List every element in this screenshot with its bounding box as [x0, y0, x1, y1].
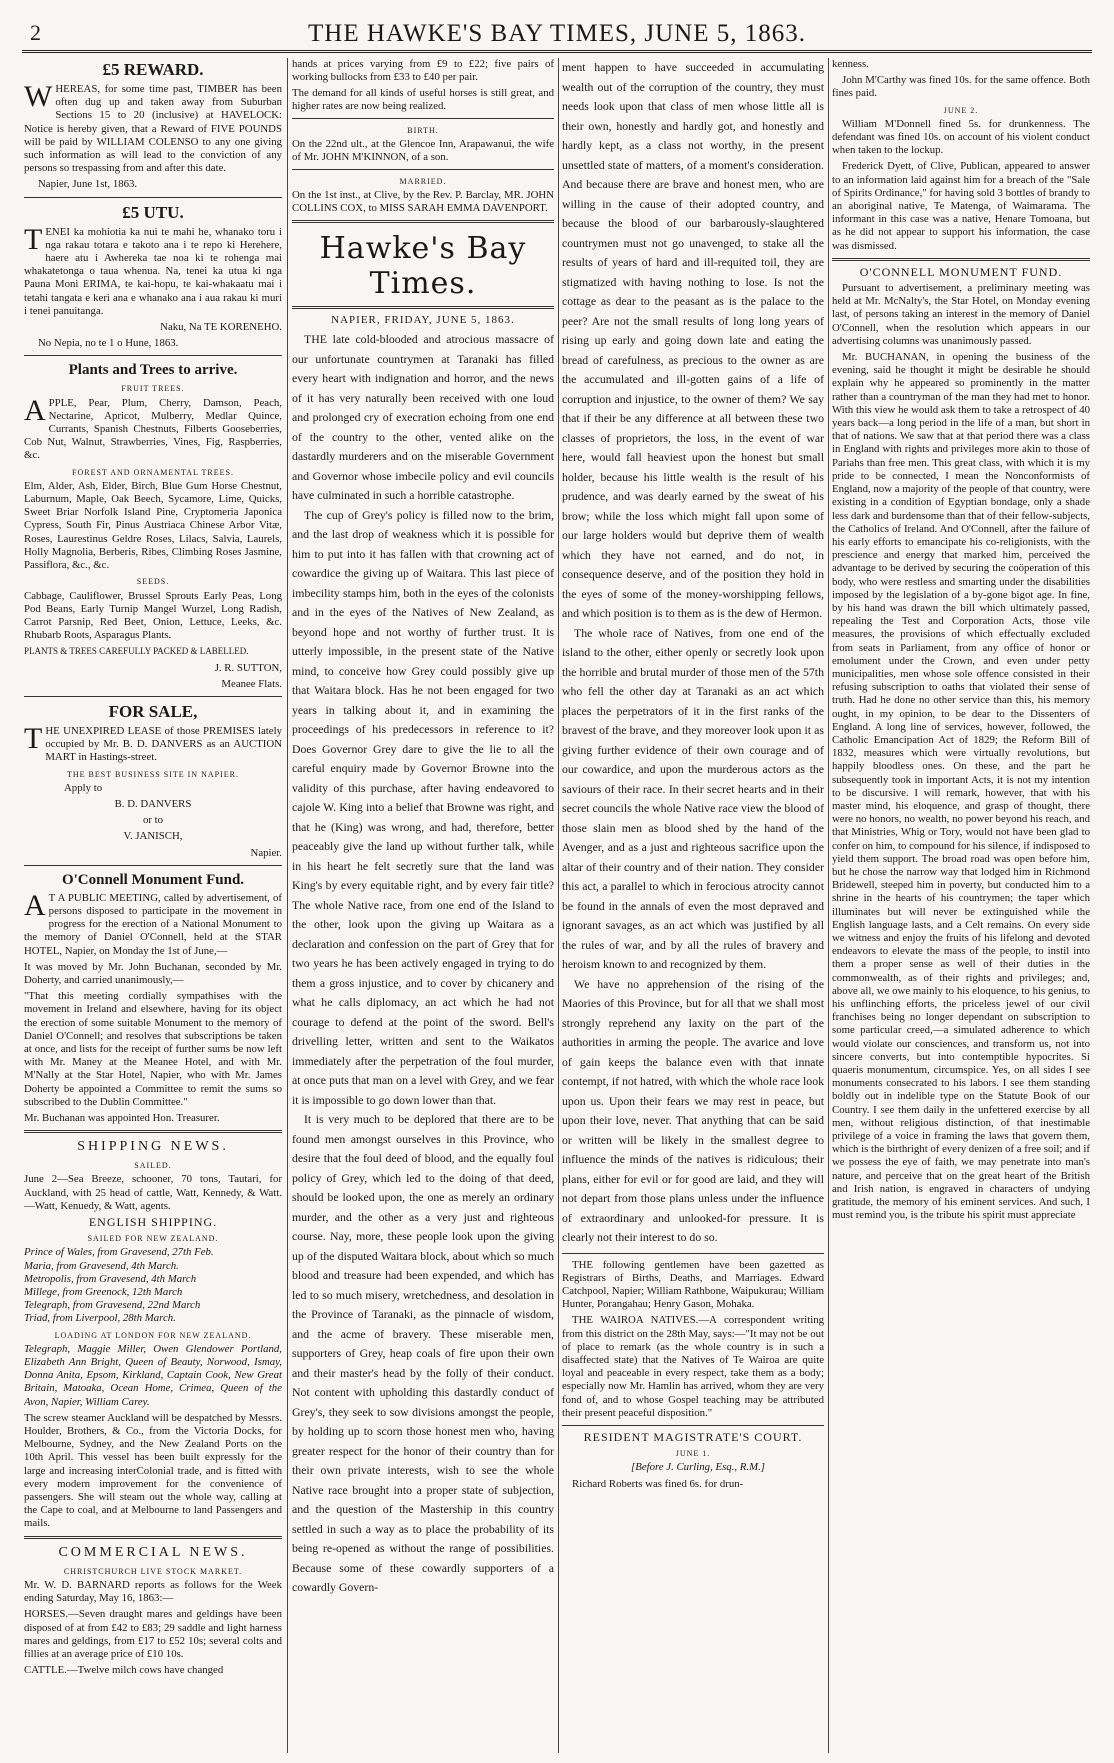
wairoa-natives-notice: THE WAIROA NATIVES.—A correspondent writing from this district on the 28th May, says:—"It may not be out of place to remark (as the whole country is in such a disaffected state) that the Natives of Te Wairoa are quite loyal and peaceable in every respect, take them as a body; especially now Mr. Hamlin has arrived, whom they are very fond of, and to whose Gospel teaching may be attributed their present peaceful disposition."	[562, 1314, 824, 1419]
live-stock-heading: CHRISTCHURCH LIVE STOCK MARKET.	[63, 1566, 243, 1576]
loading-list: Telegraph, Maggie Miller, Owen Glendower Portland, Elizabeth Ann Bright, Queen of Beauty, Norwood, Ismay, Donna Anita, Epsom, Kirkland, Captain Cook, New Great Britain, Matoaka, Ocean Home, Crimea, Queen of the Avon, Napier, William Carey.	[24, 1342, 282, 1408]
registrars-notice: THE following gentlemen have been gazetted as Registrars of Births, Deaths, and Marriages. Edward Catchpool, Napier; William Rathbone, Waipukurau; William Hunter, Porangahau; Henry Gason, Mohaka.	[562, 1258, 824, 1311]
newspaper-masthead-title: THE HAWKE'S BAY TIMES, JUNE 5, 1863.	[308, 20, 806, 47]
divider	[832, 258, 1090, 261]
married-heading: MARRIED.	[399, 177, 447, 186]
drop-cap: T	[24, 721, 43, 755]
english-shipping-heading: ENGLISH SHIPPING.	[88, 1215, 218, 1230]
commercial-horses: HORSES.—Seven draught mares and geldings have been disposed of at from £42 to £83; 29 saddle and light harness mares and geldings, from £17 to £52 10s; several colts and fillies at an average price of £10 10s.	[24, 1608, 282, 1660]
newspaper-title: Hawke's Bay Times.	[319, 231, 527, 301]
sailed-for-nz-heading: SAILED FOR NEW ZEALAND.	[87, 1234, 219, 1244]
column-rule	[558, 58, 559, 1753]
forest-trees-heading: FOREST AND ORNAMENTAL TREES.	[72, 467, 234, 477]
oconnell-ad-treasurer: Mr. Buchanan was appointed Hon. Treasurer.	[24, 1112, 220, 1124]
oconnell-ad-motion: It was moved by Mr. John Buchanan, seconded by Mr. Doherty, and carried unanimously,—	[24, 960, 282, 986]
column-rule	[828, 58, 829, 1753]
divider	[562, 1425, 824, 1426]
oconnell-report-paragraph: Mr. BUCHANAN, in opening the business of the evening, said he thought it might be desirable he should explain why he appeared so prominently in the matter rather than a countryman of the man they had met to honor. With this view he would ask them to take a retrospect of 40 years back—a long period in the life of a man, but short in that of nations. We saw that at that period there was a class in England with rights and privileges more akin to those of Pariahs than free men. This great class, with which it is my pride to be connected, I mean the Nonconformists of England, now a majority of the people of that country, were existing in a condition of Egyptian bondage, only a shade less dark and burdensome than that of their fellow-subjects, the Catholics of Ireland. And O'Connell, after the failure of his early efforts to emancipate his co-religionists, with the prescience and energy that marked him, perceived the advantage to be derived by securing the coöperation of this body, who were restless and smarting under the disabilities imposed by the legislation of a by-gone bigot age. In fine, by his hand was drawn the bill which ultimately passed, repealing the Test and Corporation Acts, those vile measures, the provisions of which effectually excluded from seats in Parliament, from any office of honor or emolument under the Crown, and even under petty municipalities, men whose sole offence consisted in their refusing subscription to oaths that violated their sense of truth. Had he done no other service than this, his memory ought, in my opinion, to be dear to the Dissenters of England. A long line of services, however, followed, the Catholic Emancipation Act of 1829; the Reform Bill of 1832, measures which were virtually revolutions, but happily bloodless ones. On these, and the part he subsequently took in important Acts, it is not my intention to be discursive. I will remark, however, that with his master mind, his eloquence, and grasp of thought, there were no honors, no wealth, no power beyond his reach, and that Ministries, Whig or Tory, would not have been glad to confer on him, to compound for his silence, if indisposed to yield them support. The broad road was open before him, but he chose the narrow way that lodged him in Richmond Bridewell, steeped him in poverty, but conducted him to a shrine in the hearts of his countrymen; the taper which illuminates but will never be extinguished while the English language lasts, and a Celt remains. On every side we witness and enjoy the fruits of his lifelong and devoted endeavors to elevate the mass of the people, to instil into them a proper sense as well of their duties in the commonwealth, as of their rights and privileges; and, above all, we owe mainly to his eloquence, to his genius, to his unflinching efforts, the priceless jewel of our civil franchises being no longer dependant on subscription to some particular creed,—a simulated adherence to which would violate our consciences, and transform us, not into sincere converts, but into contemptible hypocrites. Si quaeris monumentum, circumspice. Yes, on all sides I see monuments consecrated to his labors. I see them standing boldly out in indelible type on the Statute Book of our Country. I see them daily in the unfettered exercise by all men, without religious distinction, of that inestimable privilege of a voice in framing the laws that govern them, which is the birthright of every denizen of a free soil; and if we possess the eye of faith, we may penetrate into man's nature, and perceive that on the great heart of the British and Irish nation, is engraved in characters of undying gratitude, the memory of his eminent services. And such, I must remind you, is the tribute his spirit must appreciate	[832, 351, 1090, 1222]
ship-line: Metropolis, from Gravesend, 4th March	[24, 1272, 197, 1285]
oconnell-ad-body: A T A PUBLIC MEETING, called by advertisement, of persons disposed to participate in the movement in progress for the erection of a National Monument to the memory of Daniel O'Connell, held at the STAR HOTEL, Napier, on Monday the 1st of June,—	[24, 888, 282, 957]
oconnell-ad-resolution: "That this meeting cordially sympathises with the movement in Ireland and elsewhere, having for its object the erection of some suitable Monument to the memory of Daniel O'Connell; and resolves that subscriptions be taken at once, and lists for the receipt of further sums be now left with Mr. Maney at the Meanee Hotel, and with Mr. M'Nally at the Star Hotel, Napier, who with Mr. James Doherty be appointed a Committee to remit the sums so subscribed to the Dublin Committee."	[24, 990, 282, 1108]
rm-court-before: [Before J. Curling, Esq., R.M.]	[631, 1461, 765, 1474]
ship-line: Triad, from Liverpool, 28th March.	[24, 1312, 176, 1325]
shipping-entry: June 2—Sea Breeze, schooner, 70 tons, Tautari, for Auckland, with 25 head of cattle, Watt, Kennedy, & Watt.—Watt, Kenuedy, & Watt, agents.	[24, 1173, 282, 1212]
shipping-heading: SHIPPING NEWS.	[77, 1139, 229, 1155]
ship-line: Telegraph, from Gravesend, 22nd March	[24, 1299, 201, 1312]
column-3	[562, 58, 824, 1753]
utu-place: No Nepia, no te 1 o Hune, 1863.	[38, 337, 179, 350]
rm-court-date: JUNE 1.	[675, 1449, 711, 1459]
divider	[24, 197, 282, 198]
page-number: 2	[30, 20, 41, 45]
plants-place: Meanee Flats.	[221, 677, 282, 690]
plants-signature: J. R. SUTTON,	[214, 661, 282, 674]
editorial-paragraph: It is very much to be deplored that there are to be found men amongst ourselves in this Province, who desire that the foul deed of blood, and the equally foul policy of Grey, which led to the doing of that deed, should be looked upon, the one as merely an ordinary murder, and the other as a very just and righteous course. Nay, more, these people look upon the giving up of the disputed Waitara block, about which so much blood and treasure had been expended, and which has led to so much misery, wretchedness, and desolation in the Province of Taranaki, as the pinnacle of wisdom, and the acme of bravery. These miserable men, supporters of Grey, heap coals of fire upon their own and their master's head by the folly of their conduct. Not content with upholding this dastardly conduct of Grey's, they seek to sow divisions amongst the people, by holding up to scorn those honest men who, having greater respect for the honor of their country than for their own private interests, wish to see the whole Native race brought into a proper state of subjection, and the question of the Mastership in this country settled in such a way as to place the probability of its being re-opened as without the range of possibilities. Because some of these cowardly supporters of a cowardly Govern-	[292, 1112, 554, 1594]
forest-trees-list: Elm, Alder, Ash, Elder, Birch, Blue Gum Horse Chestnut, Laburnum, Maple, Oak Beech, Sycamore, Lime, Quicks, Sweet Briar Norfolk Island Pine, Cryptomeria Japonica Cypress, South Fir, Pinus Austriaca Chinese Arbor Vitæ, Roses, Laurestinus Geldre Roses, Lilacs, Salvia, Laurels, Holly Magnolia, Berberis, Ribes, Climbing Roses Jasmine, Passiflora, &c., &c.	[24, 479, 282, 572]
commercial-cattle: CATTLE.—Twelve milch cows have changed	[24, 1664, 224, 1677]
birth-notice: On the 22nd ult., at the Glencoe Inn, Arapawanui, the wife of Mr. JOHN M'KINNON, of a son.	[292, 138, 554, 163]
market-demand: The demand for all kinds of useful horses is still great, and higher rates are now being realized.	[292, 87, 554, 112]
drop-cap: T	[24, 222, 43, 256]
plants-heading: Plants and Trees to arrive.	[68, 362, 238, 379]
editorial-paragraph: The cup of Grey's policy is filled now to the brim, and the last drop of weakness which it is possible for him to put into it has fallen with that crowning act of cowardice the giving up of Waitara. This last piece of imbecility stamps him, both in the eyes of the colonists and in the eyes of the Natives of New Zealand, as beyond hope and not worthy of further trust. It is utterly impossible, in the present state of the Native mind, to conceive how Grey could possibly give up that Waitara block. Has he not been engaged for two years in talking about it, and in examining the proceedings of his predecessors in reference to it? Does Governor Grey dare to give the lie to all the careful enquiry made by Governor Browne into the validity of this purchase, after having endeavored to cajole W. King into a belief that Browne was right, and that he (King) was wrong, and had, therefore, better peaceably give the land up without further talk, while in his heart he felt secretly sure that the land was King's by every equitable right, and by every fair title? The whole Native race, from one end of the Island to the other, look upon the giving up Waitara as a declaration and confession on the part of Grey that for two years he has been actively engaged in trying to do them a gross injustice, and to cover by chicanery and what he calls diplomacy, an act which he had not courage to defend at the point of the sword. Bell's drivelling letter, written and sent to the Waikatos immediately after the perpetration of the foul murder, at once puts that man on a level with Grey, and we fear it is impossible to go down lower than that.	[292, 507, 554, 1107]
fruit-trees-list: APPLE, Pear, Plum, Cherry, Damson, Peach, Nectarine, Apricot, Mulberry, Medlar Quince, Currants, Spanish Chestnuts, Filberts Gooseberries, Cob Nut, Walnut, Strawberries, Vines, Fig, Raspberries, &c.	[24, 393, 282, 462]
for-sale-note: THE BEST BUSINESS SITE IN NAPIER.	[67, 769, 239, 779]
rm-court-case: kenness.	[832, 58, 869, 70]
divider	[292, 220, 554, 223]
utu-signature: Naku, Na TE KORENEHO.	[160, 321, 282, 334]
masthead	[22, 18, 1092, 53]
apply-to: Apply to	[64, 781, 103, 794]
market-continued: hands at prices varying from £9 to £22; five pairs of working bullocks from £33 to £40 per pair.	[292, 58, 554, 83]
rm-court-heading: RESIDENT MAGISTRATE'S COURT.	[583, 1429, 803, 1444]
drop-cap: A	[24, 393, 46, 427]
oconnell-report-paragraph: Pursuant to advertisement, a preliminary meeting was held at Mr. McNalty's, the Star Hotel, on Monday evening last, of persons taking an interest in the memory of Daniel O'Connell, when the resolution which appears in our advertising columns was unanimously passed.	[832, 282, 1090, 347]
rm-court-case: Richard Roberts was fined 6s. for drun-	[572, 1477, 744, 1490]
rm-court-case: Frederick Dyett, of Clive, Publican, appeared to answer to an information laid against him for a breach of the "Sale of Spirits Ordinance," for having sold 3 bottles of brandy to an aboriginal native, Te Matenga, of Waimarama. The informant in this case was a native, Henare Tomoana, but as he did not appear to support his information, the case was dismissed.	[832, 160, 1090, 252]
loading-heading: LOADING AT LONDON FOR NEW ZEALAND.	[54, 1330, 252, 1340]
column-rule	[287, 58, 288, 1753]
ship-line: Millege, from Greenock, 12th March	[24, 1286, 183, 1299]
editorial-paragraph: ment happen to have succeeded in accumulating wealth out of the corruption of the country, they must needs look upon that class of men whose little all is their own, honestly and hardly got, and honestly and hardly kept, as a class not worthy, in the present unsettled state of matters, of a moment's consideration. And because there are brave and honest men, who are willing in the cause of their adopted country, and because the blood of our barbarously-slaughtered countrymen must not go unavenged, to stake all the results of years of hard and ill-requited toil, they are stigmatized with having nothing to lose. Is not the cottage as dear to the peasant as is the palace to the peer? Are not the small results of long long years of rising up early and going down late and eating the bread of carefulness, as precious to the owner as are the accumulated and ill-gotten gains of a life of corruption and injustice, to the owner of them? We say that if their be any difference at all between these two classes of proprietors, the loss, in the event of war here, would fall heaviest upon the honest but small holder, because his little wealth is the result of his prudence, and was dearly earned by the sweat of his brow; while the loss which might fall upon some of our large holders would but deprive them of wealth which they have not earned, and do not, in consequence deserve, and of the position they hold in the eyes of some of the money-worshipping fellows, and which position is to them as is the dew of Hermon.	[562, 60, 824, 620]
ship-line: Prince of Wales, from Gravesend, 27th Feb.	[24, 1246, 214, 1259]
divider	[292, 306, 554, 309]
sailed-heading: SAILED.	[134, 1161, 172, 1171]
commercial-heading: COMMERCIAL NEWS.	[58, 1544, 248, 1560]
utu-heading: £5 UTU.	[122, 202, 184, 222]
column-4	[832, 58, 1090, 1753]
editorial-dateline: NAPIER, FRIDAY, JUNE 5, 1863.	[331, 314, 515, 326]
commercial-intro: Mr. W. D. BARNARD reports as follows for the Week ending Saturday, May 16, 1863:—	[24, 1578, 282, 1605]
editorial-paragraph: We have no apprehension of the rising of the Maories of this Province, but for all that we shall most strongly reprehend any laxity on the part of the authorities in arming the people. The avarice and love of gain keeps the balance even with that innate contempt, if not hatred, with which the whole race look upon us. Upon their fears we may rest in peace, but upon their love, never. That anything that can be said or written will be likely in the smallest degree to influence the minds of the natives is ridiculous; their plans, either for evil or for good are laid, and they will not depart from those plans unless under the influence of extraordinary and unlooked-for pressure. It is clearly not their interest to do so.	[562, 976, 824, 1244]
divider	[562, 1253, 824, 1254]
for-sale-notice: THE UNEXPIRED LEASE of those PREMISES lately occupied by Mr. B. D. DANVERS as an AUCTION MART in Hastings-street.	[24, 721, 282, 764]
oconnell-ad-heading: O'Connell Monument Fund.	[61, 871, 245, 888]
ship-line: Maria, from Gravesend, 4th March.	[24, 1259, 179, 1272]
divider	[24, 1130, 282, 1133]
divider	[24, 865, 282, 866]
rm-court-date: JUNE 2.	[943, 105, 979, 115]
divider	[24, 696, 282, 697]
editorial-paragraph: The whole race of Natives, from one end of the island to the other, either openly or secretly look upon the horrible and brutal murder of those men of the 57th who fell the other day at Taranaki as an act which places the perpetrators of it in the first ranks of the bravest of the brave, and they moreover look upon it as giving further evidence of their own courage and of our cowardice, and upon the murderous actors as the saviours of their race. In their secret hearts and in their secret councils the whole Native race view the blood of those slain men as blood shed by the hand of the Avenger, and as a just and righteous sacrifice upon the altar of their country and of their nation. They consider this act, a parallel to which in ferocious atrocity cannot be found in the annals of even the most depraved and ignorant savages, as an act which was justified by all the rules of war, and by all the rules of bravery and heroism known to and recognized by them.	[562, 625, 824, 971]
agent-name-2: V. JANISCH,	[123, 830, 183, 843]
plants-note: PLANTS & TREES CAREFULLY PACKED & LABELLED.	[24, 646, 249, 657]
editorial-paragraph: THE late cold-blooded and atrocious massacre of our unfortunate countrymen at Taranaki has filled every heart with indignation and horror, and the news of it has very naturally been received with one loud and prolonged cry of execration echoing from one end of the country to the other, vented alike on the dastardly murderers and on the miserable Government and Governor whose imbecile policy and evil councils have culminated in such a horrible catastrophe.	[292, 332, 554, 502]
reward-heading: £5 REWARD.	[102, 60, 204, 79]
rm-court-case: William M'Donnell fined 5s. for drunkenness. The defendant was fined 10s. on account of his violent conduct when taken to the lockup.	[832, 117, 1090, 157]
oconnell-report-heading: O'CONNELL MONUMENT FUND.	[859, 264, 1063, 279]
divider	[292, 169, 554, 170]
married-notice: On the 1st inst., at Clive, by the Rev. P. Barclay, MR. JOHN COLLINS COX, to MISS SARAH EMMA DAVENPORT.	[292, 189, 554, 214]
for-sale-heading: FOR SALE,	[108, 701, 198, 721]
reward-notice: WHEREAS, for some time past, TIMBER has been often dug up and taken away from Suburban Sections 15 to 20 (inclusive) at HAVELOCK: Notice is hereby given, that a Reward of FIVE POUNDS will be paid by WILLIAM COLENSO to any one giving such information as will lead to the conviction of any persons so trespassing from and after this date.	[24, 80, 282, 175]
reward-signature: Napier, June 1st, 1863.	[38, 178, 138, 191]
utu-notice: TENEI ka mohiotia ka nui te mahi he, whanako toru i nga rakau totara e takoto ana i te repo ki Herehere, haere atu i Awhereka tae noa ki te rohenga mai whakatetonga o taua whenua. Na, tenei ka utua ki nga Pauna Moni ERIMA, te kai-hopu, te kai-whakaatu mai i tetahi tangata e keri ana e whanako ana i aua rakau ki muri i tenei panuitanga.	[24, 222, 282, 317]
rm-court-case: John M'Carthy was fined 10s. for the same offence. Both fines paid.	[832, 74, 1090, 100]
screw-steamer-notice: The screw steamer Auckland will be despatched by Messrs. Houlder, Brothers, & Co., from the Victoria Docks, for Melbourne, Sydney, and the New Zealand Ports on the 10th April. This vessel has been built expressly for the large and increasing interColonial trade, and is fitted with every modern improvement for the convenience of passengers. She will steam out the whole way, calling at the Cape to coal, and at Melbourne to land Passengers and mails.	[24, 1411, 282, 1530]
divider	[292, 118, 554, 119]
column-2	[292, 58, 554, 1753]
drop-cap: A	[24, 888, 46, 922]
fruit-trees-heading: FRUIT TREES.	[121, 384, 185, 394]
agent-name-1: B. D. DANVERS	[114, 797, 192, 810]
seeds-heading: SEEDS.	[136, 577, 170, 587]
drop-cap: W	[24, 80, 53, 113]
divider	[24, 1536, 282, 1539]
or-to: or to	[142, 814, 164, 827]
column-1	[24, 58, 282, 1753]
agent-place: Napier.	[250, 846, 282, 859]
birth-heading: BIRTH.	[407, 126, 439, 135]
seeds-list: Cabbage, Cauliflower, Brussel Sprouts Early Peas, Long Pod Beans, Early Turnip Mangel Wurzel, Long Radish, Carrot Parsnip, Red Beet, Onion, Lettuce, Leeks, &c. Rhubarb Roots, Asparagus Plants.	[24, 589, 282, 642]
divider	[24, 355, 282, 356]
